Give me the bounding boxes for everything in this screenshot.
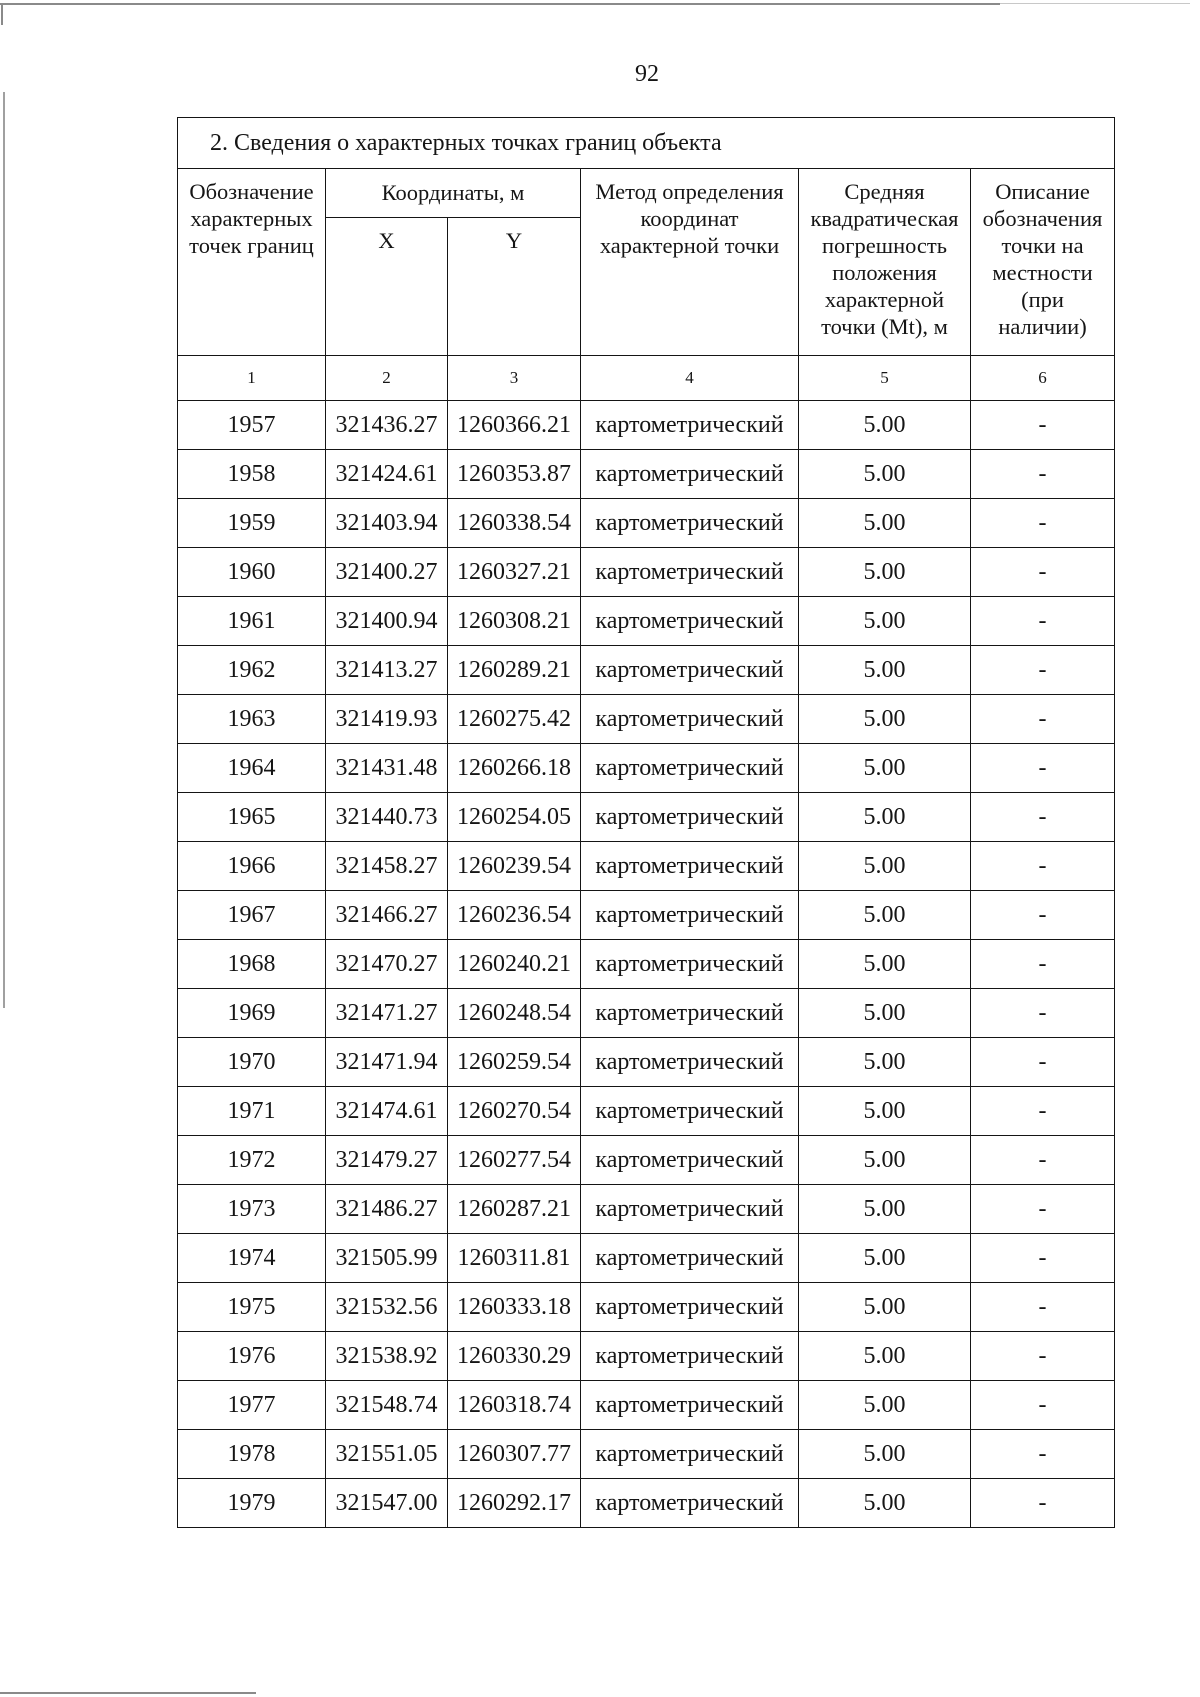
- cell-description: -: [971, 1332, 1115, 1381]
- scan-edge-left: [3, 92, 5, 1008]
- cell-accuracy: 5.00: [799, 744, 971, 793]
- cell-description: -: [971, 940, 1115, 989]
- cell-y: 1260292.17: [448, 1479, 581, 1528]
- cell-description: -: [971, 695, 1115, 744]
- cell-point: 1973: [178, 1185, 326, 1234]
- cell-accuracy: 5.00: [799, 695, 971, 744]
- cell-point: 1965: [178, 793, 326, 842]
- cell-point: 1966: [178, 842, 326, 891]
- cell-accuracy: 5.00: [799, 940, 971, 989]
- cell-point: 1977: [178, 1381, 326, 1430]
- cell-description: -: [971, 401, 1115, 450]
- column-number: 2: [326, 356, 448, 401]
- table-row: [178, 695, 1115, 744]
- cell-point: 1969: [178, 989, 326, 1038]
- column-number: 3: [448, 356, 581, 401]
- cell-description: -: [971, 891, 1115, 940]
- cell-point: 1962: [178, 646, 326, 695]
- cell-y: 1260289.21: [448, 646, 581, 695]
- cell-point: 1971: [178, 1087, 326, 1136]
- cell-x: 321413.27: [326, 646, 448, 695]
- cell-method: картометрический: [581, 940, 799, 989]
- cell-y: 1260353.87: [448, 450, 581, 499]
- cell-method: картометрический: [581, 401, 799, 450]
- cell-x: 321532.56: [326, 1283, 448, 1332]
- table-row: [178, 793, 1115, 842]
- table-row: [178, 891, 1115, 940]
- table-row: [178, 646, 1115, 695]
- cell-method: картометрический: [581, 597, 799, 646]
- cell-y: 1260277.54: [448, 1136, 581, 1185]
- cell-point: 1957: [178, 401, 326, 450]
- cell-accuracy: 5.00: [799, 1430, 971, 1479]
- cell-method: картометрический: [581, 891, 799, 940]
- cell-description: -: [971, 597, 1115, 646]
- cell-point: 1958: [178, 450, 326, 499]
- table-row: [178, 1136, 1115, 1185]
- cell-point: 1959: [178, 499, 326, 548]
- column-number: 5: [799, 356, 971, 401]
- page-number: 92: [635, 61, 659, 87]
- header-coordinates: Координаты, м: [326, 169, 581, 218]
- cell-method: картометрический: [581, 1038, 799, 1087]
- cell-x: 321479.27: [326, 1136, 448, 1185]
- table-row: [178, 1332, 1115, 1381]
- table-row: [178, 940, 1115, 989]
- cell-accuracy: 5.00: [799, 842, 971, 891]
- cell-accuracy: 5.00: [799, 1479, 971, 1528]
- table-title-row: [178, 118, 1115, 169]
- cell-description: -: [971, 1136, 1115, 1185]
- cell-method: картометрический: [581, 744, 799, 793]
- cell-x: 321471.94: [326, 1038, 448, 1087]
- cell-method: картометрический: [581, 1136, 799, 1185]
- cell-y: 1260366.21: [448, 401, 581, 450]
- cell-y: 1260333.18: [448, 1283, 581, 1332]
- table-row: [178, 744, 1115, 793]
- cell-point: 1976: [178, 1332, 326, 1381]
- cell-accuracy: 5.00: [799, 989, 971, 1038]
- cell-x: 321458.27: [326, 842, 448, 891]
- cell-method: картометрический: [581, 450, 799, 499]
- table-row: [178, 1234, 1115, 1283]
- column-number: 4: [581, 356, 799, 401]
- cell-x: 321424.61: [326, 450, 448, 499]
- cell-accuracy: 5.00: [799, 450, 971, 499]
- cell-accuracy: 5.00: [799, 891, 971, 940]
- table-body: [178, 118, 1115, 1528]
- table-row: [178, 1283, 1115, 1332]
- cell-y: 1260338.54: [448, 499, 581, 548]
- table-row: [178, 401, 1115, 450]
- scan-edge-top-faint: [1000, 3, 1190, 4]
- cell-y: 1260236.54: [448, 891, 581, 940]
- cell-method: картометрический: [581, 1283, 799, 1332]
- cell-x: 321419.93: [326, 695, 448, 744]
- cell-y: 1260275.42: [448, 695, 581, 744]
- cell-point: 1972: [178, 1136, 326, 1185]
- cell-point: 1961: [178, 597, 326, 646]
- cell-y: 1260240.21: [448, 940, 581, 989]
- cell-method: картометрический: [581, 646, 799, 695]
- cell-point: 1970: [178, 1038, 326, 1087]
- cell-y: 1260330.29: [448, 1332, 581, 1381]
- cell-method: картометрический: [581, 793, 799, 842]
- cell-accuracy: 5.00: [799, 1283, 971, 1332]
- table-row: [178, 597, 1115, 646]
- cell-accuracy: 5.00: [799, 1136, 971, 1185]
- cell-x: 321471.27: [326, 989, 448, 1038]
- table-row: [178, 1430, 1115, 1479]
- table-header-row: [178, 169, 1115, 218]
- table-row: [178, 1479, 1115, 1528]
- table-title: 2. Сведения о характерных точках границ объекта: [178, 118, 1115, 169]
- column-number: 1: [178, 356, 326, 401]
- cell-description: -: [971, 842, 1115, 891]
- cell-y: 1260254.05: [448, 793, 581, 842]
- cell-description: -: [971, 744, 1115, 793]
- cell-method: картометрический: [581, 1332, 799, 1381]
- cell-accuracy: 5.00: [799, 548, 971, 597]
- cell-x: 321403.94: [326, 499, 448, 548]
- cell-accuracy: 5.00: [799, 1332, 971, 1381]
- cell-accuracy: 5.00: [799, 1038, 971, 1087]
- cell-point: 1964: [178, 744, 326, 793]
- cell-accuracy: 5.00: [799, 793, 971, 842]
- cell-x: 321400.27: [326, 548, 448, 597]
- cell-y: 1260318.74: [448, 1381, 581, 1430]
- table-row: [178, 989, 1115, 1038]
- cell-method: картометрический: [581, 1087, 799, 1136]
- cell-accuracy: 5.00: [799, 1234, 971, 1283]
- cell-accuracy: 5.00: [799, 597, 971, 646]
- header-method: Метод определения координат характерной точки: [581, 169, 799, 356]
- cell-description: -: [971, 450, 1115, 499]
- scan-edge-top: [0, 3, 1000, 5]
- table-row: [178, 1381, 1115, 1430]
- scan-edge-tick: [1, 3, 3, 25]
- cell-method: картометрический: [581, 695, 799, 744]
- cell-method: картометрический: [581, 989, 799, 1038]
- cell-point: 1963: [178, 695, 326, 744]
- table-row: [178, 548, 1115, 597]
- cell-x: 321474.61: [326, 1087, 448, 1136]
- cell-x: 321486.27: [326, 1185, 448, 1234]
- cell-method: картометрический: [581, 1234, 799, 1283]
- header-y: Y: [448, 218, 581, 356]
- cell-accuracy: 5.00: [799, 401, 971, 450]
- cell-description: -: [971, 1381, 1115, 1430]
- cell-description: -: [971, 548, 1115, 597]
- cell-method: картометрический: [581, 1479, 799, 1528]
- cell-x: 321436.27: [326, 401, 448, 450]
- cell-accuracy: 5.00: [799, 1087, 971, 1136]
- cell-description: -: [971, 1479, 1115, 1528]
- cell-x: 321505.99: [326, 1234, 448, 1283]
- scan-edge-bottom: [0, 1692, 256, 1694]
- header-accuracy: Средняя квадратическая погрешность положения характерной точки (Mt), м: [799, 169, 971, 356]
- table-row: [178, 499, 1115, 548]
- cell-x: 321551.05: [326, 1430, 448, 1479]
- cell-y: 1260327.21: [448, 548, 581, 597]
- cell-y: 1260248.54: [448, 989, 581, 1038]
- cell-x: 321466.27: [326, 891, 448, 940]
- cell-description: -: [971, 1087, 1115, 1136]
- cell-description: -: [971, 646, 1115, 695]
- cell-accuracy: 5.00: [799, 646, 971, 695]
- cell-description: -: [971, 1430, 1115, 1479]
- header-x: X: [326, 218, 448, 356]
- cell-y: 1260307.77: [448, 1430, 581, 1479]
- cell-description: -: [971, 1283, 1115, 1332]
- cell-accuracy: 5.00: [799, 1381, 971, 1430]
- cell-y: 1260287.21: [448, 1185, 581, 1234]
- cell-point: 1974: [178, 1234, 326, 1283]
- table-row: [178, 1087, 1115, 1136]
- cell-x: 321440.73: [326, 793, 448, 842]
- cell-description: -: [971, 499, 1115, 548]
- cell-point: 1967: [178, 891, 326, 940]
- cell-description: -: [971, 1185, 1115, 1234]
- cell-point: 1975: [178, 1283, 326, 1332]
- cell-y: 1260311.81: [448, 1234, 581, 1283]
- cell-description: -: [971, 989, 1115, 1038]
- cell-point: 1978: [178, 1430, 326, 1479]
- cell-y: 1260308.21: [448, 597, 581, 646]
- cell-accuracy: 5.00: [799, 499, 971, 548]
- boundary-points-table: [177, 117, 1115, 1528]
- cell-method: картометрический: [581, 1430, 799, 1479]
- cell-y: 1260270.54: [448, 1087, 581, 1136]
- cell-description: -: [971, 1038, 1115, 1087]
- cell-x: 321431.48: [326, 744, 448, 793]
- cell-method: картометрический: [581, 548, 799, 597]
- table-row: [178, 1038, 1115, 1087]
- cell-point: 1960: [178, 548, 326, 597]
- cell-x: 321470.27: [326, 940, 448, 989]
- header-description: Описание обозначения точки на местности (при наличии): [971, 169, 1115, 356]
- cell-method: картометрический: [581, 1185, 799, 1234]
- table-row: [178, 450, 1115, 499]
- cell-y: 1260259.54: [448, 1038, 581, 1087]
- table-row: [178, 1185, 1115, 1234]
- cell-x: 321538.92: [326, 1332, 448, 1381]
- column-numbers-row: [178, 356, 1115, 401]
- cell-method: картометрический: [581, 842, 799, 891]
- cell-accuracy: 5.00: [799, 1185, 971, 1234]
- table-row: [178, 842, 1115, 891]
- cell-point: 1979: [178, 1479, 326, 1528]
- cell-x: 321400.94: [326, 597, 448, 646]
- cell-description: -: [971, 1234, 1115, 1283]
- cell-method: картометрический: [581, 499, 799, 548]
- column-number: 6: [971, 356, 1115, 401]
- cell-description: -: [971, 793, 1115, 842]
- cell-y: 1260239.54: [448, 842, 581, 891]
- cell-method: картометрический: [581, 1381, 799, 1430]
- cell-y: 1260266.18: [448, 744, 581, 793]
- cell-x: 321548.74: [326, 1381, 448, 1430]
- header-point: Обозначение характерных точек границ: [178, 169, 326, 356]
- cell-x: 321547.00: [326, 1479, 448, 1528]
- cell-point: 1968: [178, 940, 326, 989]
